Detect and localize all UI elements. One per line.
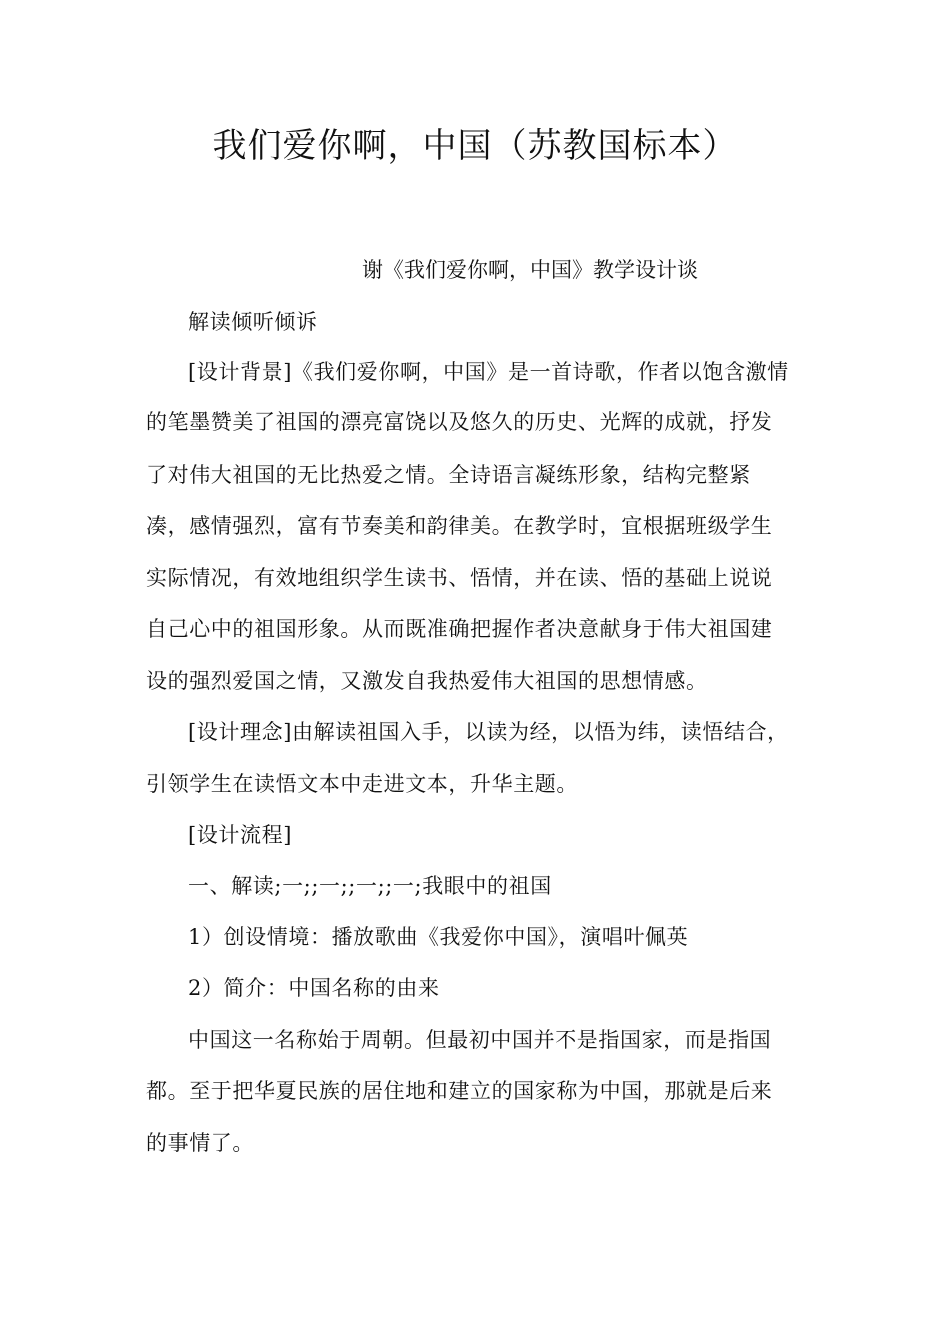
paragraph-line: [设计背景]《我们爱你啊，中国》是一首诗歌，作者以饱含激情 bbox=[188, 360, 789, 384]
step-heading: 一、解读;一;;一;;一;;一;我眼中的祖国 bbox=[188, 874, 552, 898]
paragraph-line: 的事情了。 bbox=[146, 1131, 254, 1155]
step-item: 2）简介：中国名称的由来 bbox=[188, 976, 440, 1000]
document-title: 我们爱你啊，中国（苏教国标本） bbox=[212, 126, 738, 166]
paragraph-line: 引领学生在读悟文本中走进文本，升华主题。 bbox=[146, 772, 578, 796]
paragraph-line: 设的强烈爱国之情，又激发自我热爱伟大祖国的思想情感。 bbox=[146, 669, 708, 693]
section-heading-intro: 解读倾听倾诉 bbox=[188, 310, 318, 334]
paragraph-line: 中国这一名称始于周朝。但最初中国并不是指国家，而是指国 bbox=[188, 1028, 772, 1052]
section-heading-flow: [设计流程] bbox=[188, 823, 292, 847]
step-item: 1）创设情境：播放歌曲《我爱你中国》，演唱叶佩英 bbox=[188, 925, 689, 949]
paragraph-line: 了对伟大祖国的无比热爱之情。全诗语言凝练形象，结构完整紧 bbox=[146, 463, 751, 487]
paragraph-line: 自己心中的祖国形象。从而既准确把握作者决意献身于伟大祖国建 bbox=[146, 617, 773, 641]
paragraph-line: 的笔墨赞美了祖国的漂亮富饶以及悠久的历史、光辉的成就，抒发 bbox=[146, 410, 773, 434]
paragraph-line: [设计理念]由解读祖国入手，以读为经，以悟为纬，读悟结合， bbox=[188, 720, 789, 744]
paragraph-line: 实际情况，有效地组织学生读书、悟情，并在读、悟的基础上说说 bbox=[146, 566, 773, 590]
paragraph-line: 都。至于把华夏民族的居住地和建立的国家称为中国，那就是后来 bbox=[146, 1079, 773, 1103]
paragraph-line: 凑，感情强烈，富有节奏美和韵律美。在教学时，宜根据班级学生 bbox=[146, 514, 773, 538]
document-subtitle: 谢《我们爱你啊，中国》教学设计谈 bbox=[362, 258, 698, 282]
